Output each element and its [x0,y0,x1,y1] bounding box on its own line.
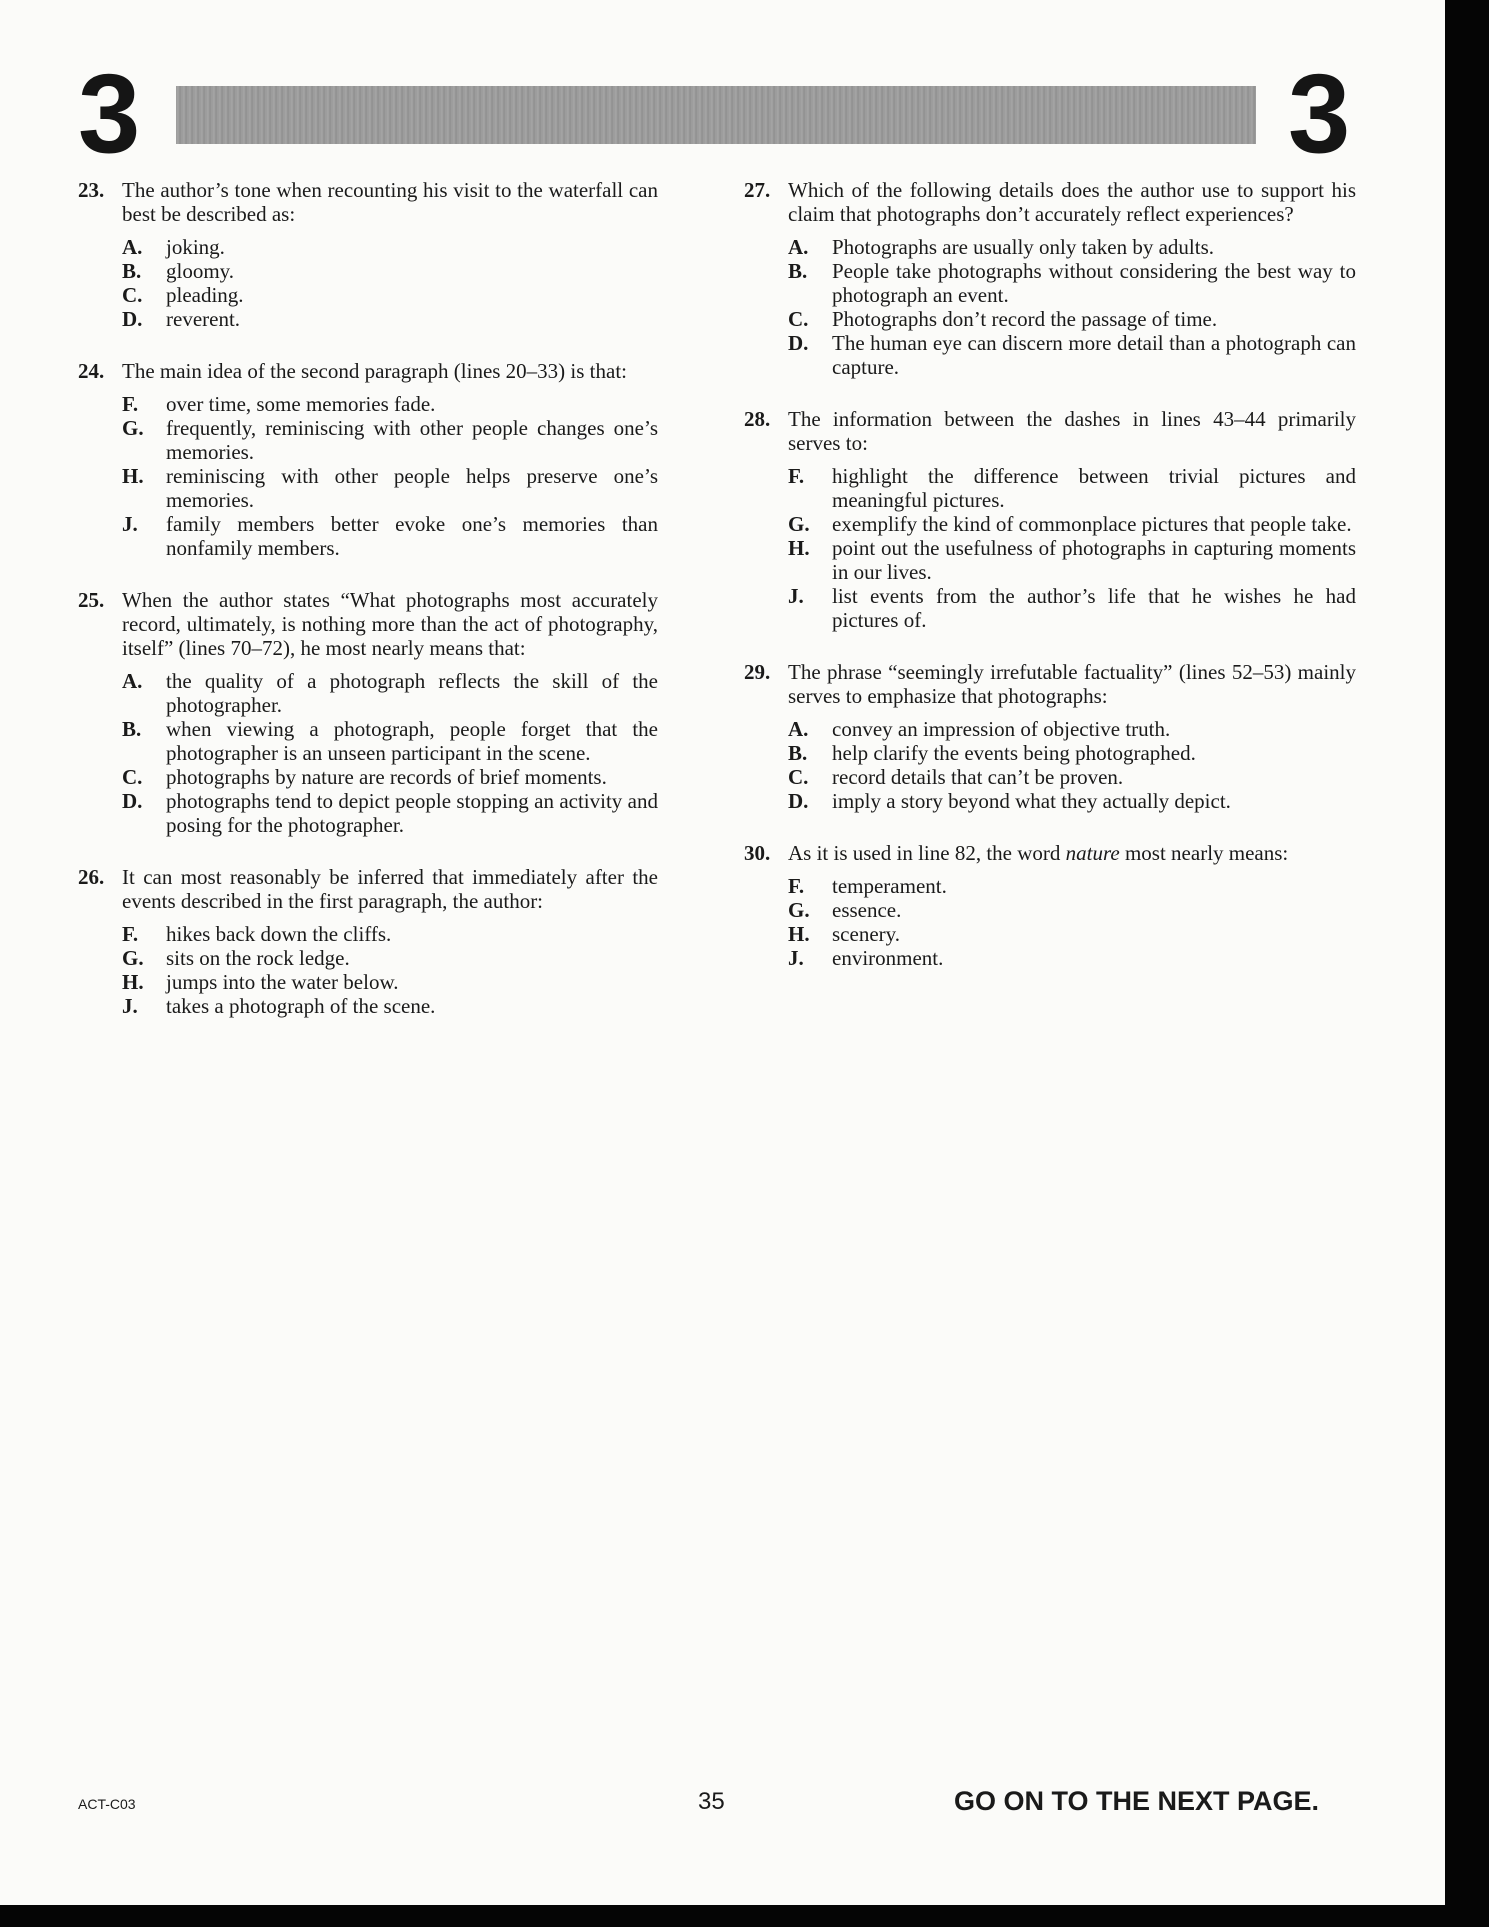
question-stem: The author’s tone when recounting his visit to the waterfall can best be described as: [122,178,658,226]
option-text: help clarify the events being photographed. [832,741,1196,765]
option-letter: J. [122,512,138,536]
option-text: list events from the author’s life that he wishes he had pictures of. [832,584,1356,632]
question-number: 26. [78,865,105,889]
answer-option[interactable] [122,416,658,464]
question-27 [744,178,1356,379]
section-number-left: 3 [78,51,141,176]
answer-option[interactable] [788,536,1356,584]
option-letter: F. [122,392,139,416]
answer-option[interactable] [788,717,1356,741]
option-letter: G. [122,946,144,970]
option-letter: H. [788,922,810,946]
option-text: convey an impression of objective truth. [832,717,1171,741]
option-letter: H. [122,970,144,994]
option-text: takes a photograph of the scene. [166,994,436,1018]
option-letter: C. [122,765,143,789]
question-30 [744,841,1356,970]
option-text: jumps into the water below. [166,970,399,994]
option-letter: A. [122,235,143,259]
question-26 [78,865,658,1018]
option-text: essence. [832,898,902,922]
option-letter: H. [788,536,810,560]
option-text: point out the usefulness of photographs in capturing moments in our lives. [832,536,1356,584]
left-column [78,178,658,1046]
answer-option[interactable] [122,789,658,837]
section-header-bar [176,86,1256,144]
right-column [744,178,1356,998]
question-29 [744,660,1356,813]
answer-option[interactable] [788,922,1356,946]
option-letter: G. [788,898,810,922]
option-letter: D. [122,789,143,813]
form-code: ACT-C03 [78,1796,136,1812]
option-text: record details that can’t be proven. [832,765,1124,789]
option-letter: A. [788,235,809,259]
option-letter: C. [788,307,809,331]
option-letter: J. [122,994,138,1018]
answer-option[interactable] [122,235,658,259]
answer-option[interactable] [122,464,658,512]
answer-option[interactable] [122,922,658,946]
option-letter: J. [788,946,804,970]
option-letter: D. [788,331,809,355]
option-letter: A. [122,669,143,693]
option-text: pleading. [166,283,244,307]
option-text: reverent. [166,307,241,331]
section-number-right: 3 [1288,51,1351,176]
question-28 [744,407,1356,632]
answer-option[interactable] [788,307,1356,331]
stem-before: As it is used in line 82, the word [788,841,1066,865]
answer-option[interactable] [122,669,658,717]
question-23 [78,178,658,331]
option-text: Photographs don’t record the passage of time. [832,307,1218,331]
option-text: joking. [166,235,225,259]
answer-option[interactable] [788,789,1356,813]
question-stem: Which of the following details does the author use to support his claim that photographs don’t accurately reflect experiences? [788,178,1356,226]
answer-option[interactable] [122,283,658,307]
option-text: temperament. [832,874,947,898]
option-text: reminiscing with other people helps preserve one’s memories. [166,464,658,512]
option-text: People take photographs without considering the best way to photograph an event. [832,259,1356,307]
question-number: 23. [78,178,105,202]
answer-option[interactable] [788,946,1356,970]
option-letter: F. [788,874,805,898]
option-text: over time, some memories fade. [166,392,436,416]
option-letter: G. [122,416,144,440]
stem-italic-word: nature [1065,841,1120,865]
next-page-notice: GO ON TO THE NEXT PAGE. [954,1786,1320,1816]
answer-option[interactable] [788,235,1356,259]
option-text: when viewing a photograph, people forget that the photographer is an unseen participant in the scene. [166,717,658,765]
answer-option[interactable] [788,741,1356,765]
option-text: photographs tend to depict people stopping an activity and posing for the photographer. [166,789,658,837]
option-letter: B. [788,259,808,283]
option-letter: C. [788,765,809,789]
question-stem: The main idea of the second paragraph (lines 20–33) is that: [122,359,628,383]
question-stem: The phrase “seemingly irrefutable factuality” (lines 52–53) mainly serves to emphasize that photographs: [788,660,1356,708]
question-number: 25. [78,588,105,612]
option-text: scenery. [832,922,901,946]
question-stem: It can most reasonably be inferred that immediately after the events described in the first paragraph, the author: [122,865,658,913]
question-24 [78,359,658,560]
answer-option[interactable] [788,259,1356,307]
scan-edge-bottom [0,1905,1489,1927]
question-number: 29. [744,660,771,684]
answer-option[interactable] [788,898,1356,922]
option-letter: C. [122,283,143,307]
question-number: 24. [78,359,105,383]
question-25 [78,588,658,837]
option-letter: B. [788,741,808,765]
question-stem: When the author states “What photographs most accurately record, ultimately, is nothing more than the act of photography, itself” (lines 70–72), he most nearly means that: [122,588,658,660]
answer-option[interactable] [788,765,1356,789]
option-letter: G. [788,512,810,536]
answer-option[interactable] [122,765,658,789]
answer-option[interactable] [122,946,658,970]
option-text: hikes back down the cliffs. [166,922,392,946]
question-stem: The information between the dashes in lines 43–44 primarily serves to: [788,407,1356,455]
option-text: The human eye can discern more detail than a photograph can capture. [832,331,1356,379]
option-text: sits on the rock ledge. [166,946,350,970]
answer-option[interactable] [122,512,658,560]
option-letter: D. [122,307,143,331]
answer-option[interactable] [788,874,1356,898]
option-letter: J. [788,584,804,608]
question-stem [788,841,1356,865]
answer-option[interactable] [788,331,1356,379]
answer-option[interactable] [122,970,658,994]
option-text: Photographs are usually only taken by adults. [832,235,1215,259]
option-text: environment. [832,946,944,970]
page-number: 35 [698,1788,725,1815]
question-number: 28. [744,407,771,431]
answer-option[interactable] [788,464,1356,512]
scan-edge-right [1445,0,1489,1927]
answer-option[interactable] [122,307,658,331]
option-letter: F. [788,464,805,488]
option-letter: H. [122,464,144,488]
option-text: photographs by nature are records of brief moments. [166,765,607,789]
option-letter: A. [788,717,809,741]
answer-option[interactable] [122,392,658,416]
question-number: 27. [744,178,771,202]
option-text: the quality of a photograph reflects the skill of the photographer. [166,669,658,717]
option-text: exemplify the kind of commonplace pictures that people take. [832,512,1352,536]
option-text: gloomy. [166,259,235,283]
option-letter: F. [122,922,139,946]
answer-option[interactable] [122,259,658,283]
option-letter: B. [122,259,142,283]
answer-option[interactable] [788,584,1356,632]
option-text: highlight the difference between trivial pictures and meaningful pictures. [832,464,1356,512]
answer-option[interactable] [122,994,658,1018]
option-text: frequently, reminiscing with other people changes one’s memories. [166,416,658,464]
option-text: imply a story beyond what they actually depict. [832,789,1231,813]
option-letter: D. [788,789,809,813]
option-letter: B. [122,717,142,741]
answer-option[interactable] [122,717,658,765]
question-number: 30. [744,841,771,865]
option-text: family members better evoke one’s memories than nonfamily members. [166,512,658,560]
answer-option[interactable] [788,512,1356,536]
stem-after: most nearly means: [1119,841,1289,865]
